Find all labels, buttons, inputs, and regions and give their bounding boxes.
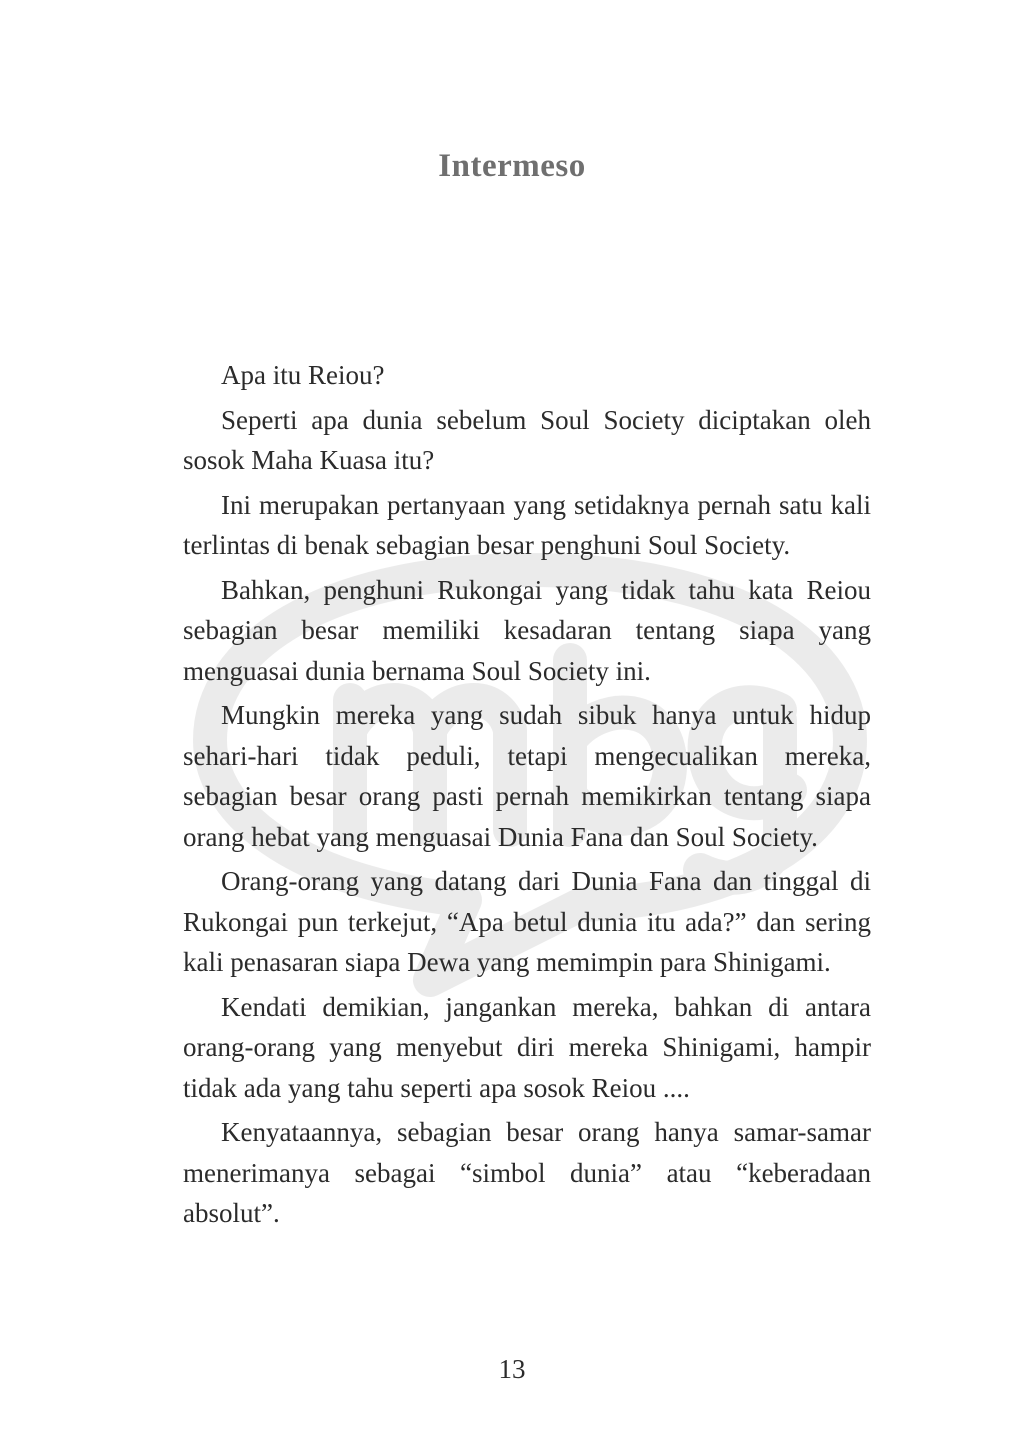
paragraph: Kenyataannya, sebagian besar orang hanya samar-samar menerimanya sebagai “simbol dunia” atau “keberadaan absolut”. [183,1117,871,1228]
paragraph: Ini merupakan pertanyaan yang setidaknya pernah satu kali terlintas di benak sebagian besar penghuni Soul Society. [183,489,871,560]
paragraph: Kendati demikian, jangankan mereka, bahkan di antara orang-orang yang menyebut diri mereka Shinigami, hampir tidak ada yang tahu seperti apa sosok Reiou .... [183,991,871,1103]
paragraph: Seperti apa dunia sebelum Soul Society diciptakan oleh sosok Maha Kuasa itu? [183,404,871,475]
chapter-title: Intermeso [438,148,586,184]
paragraph: Orang-orang yang datang dari Dunia Fana dan tinggal di Rukongai pun terkejut, “Apa betul dunia itu ada?” dan sering kali penasaran siapa Dewa yang memimpin para Shinigami. [183,866,871,977]
paragraph: Bahkan, penghuni Rukongai yang tidak tahu kata Reiou sebagian besar memiliki kesadaran tentang siapa yang menguasai dunia bernama Soul Society ini. [183,574,871,686]
body-text [183,355,871,1238]
paragraph: Apa itu Reiou? [221,360,385,390]
paragraph: Mungkin mereka yang sudah sibuk hanya untuk hidup sehari-hari tidak peduli, tetapi mengecualikan mereka, sebagian besar orang pasti pernah memikirkan tentang siapa orang hebat yang menguasai Dunia Fana dan Soul Society. [183,700,871,852]
page-number: 13 [498,1354,526,1384]
